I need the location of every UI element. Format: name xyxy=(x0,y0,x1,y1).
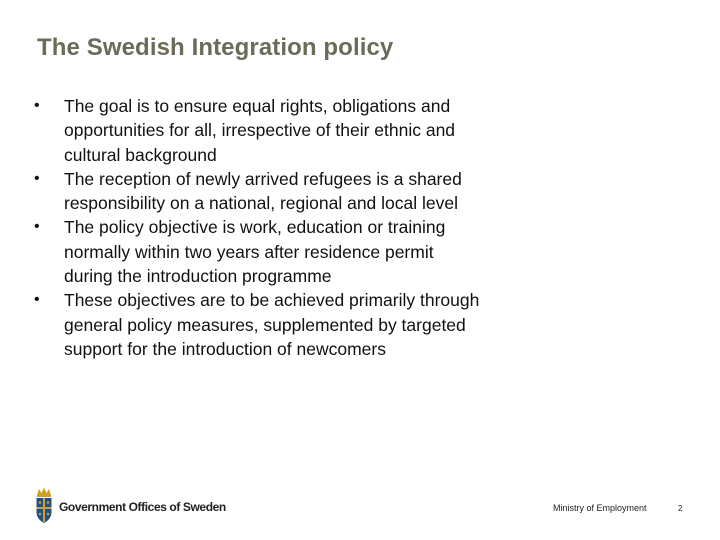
bullet-dot-icon: • xyxy=(34,291,40,309)
page-number: 2 xyxy=(678,504,683,513)
bullet-text: The goal is to ensure equal rights, obligations and opportunities for all, irrespective of their ethnic and cultural background xyxy=(64,96,456,165)
bullet-text: The reception of newly arrived refugees is a shared responsibility on a national, regional and local level xyxy=(64,168,462,214)
crown-crest-icon xyxy=(34,486,54,526)
bullet-dot-icon: • xyxy=(34,218,40,236)
bullet-text: The policy objective is work, education or training normally within two years after residence permit during the introduction programme xyxy=(64,217,446,287)
bullet-item xyxy=(30,94,480,167)
bullet-dot-icon: • xyxy=(34,169,40,187)
bullet-item xyxy=(30,167,480,216)
ministry-label: Ministry of Employment xyxy=(553,503,647,513)
bullet-list xyxy=(30,94,480,361)
government-logo xyxy=(34,486,234,526)
bullet-dot-icon: • xyxy=(34,97,40,114)
bullet-item xyxy=(30,288,480,361)
slide-title: The Swedish Integration policy xyxy=(37,34,394,61)
bullet-text: These objectives are to be achieved primarily through general policy measures, supplemented by targeted support for the introduction of newcomers xyxy=(64,290,480,359)
logo-text: Government Offices of Sweden xyxy=(59,500,226,514)
bullet-item xyxy=(30,215,480,288)
